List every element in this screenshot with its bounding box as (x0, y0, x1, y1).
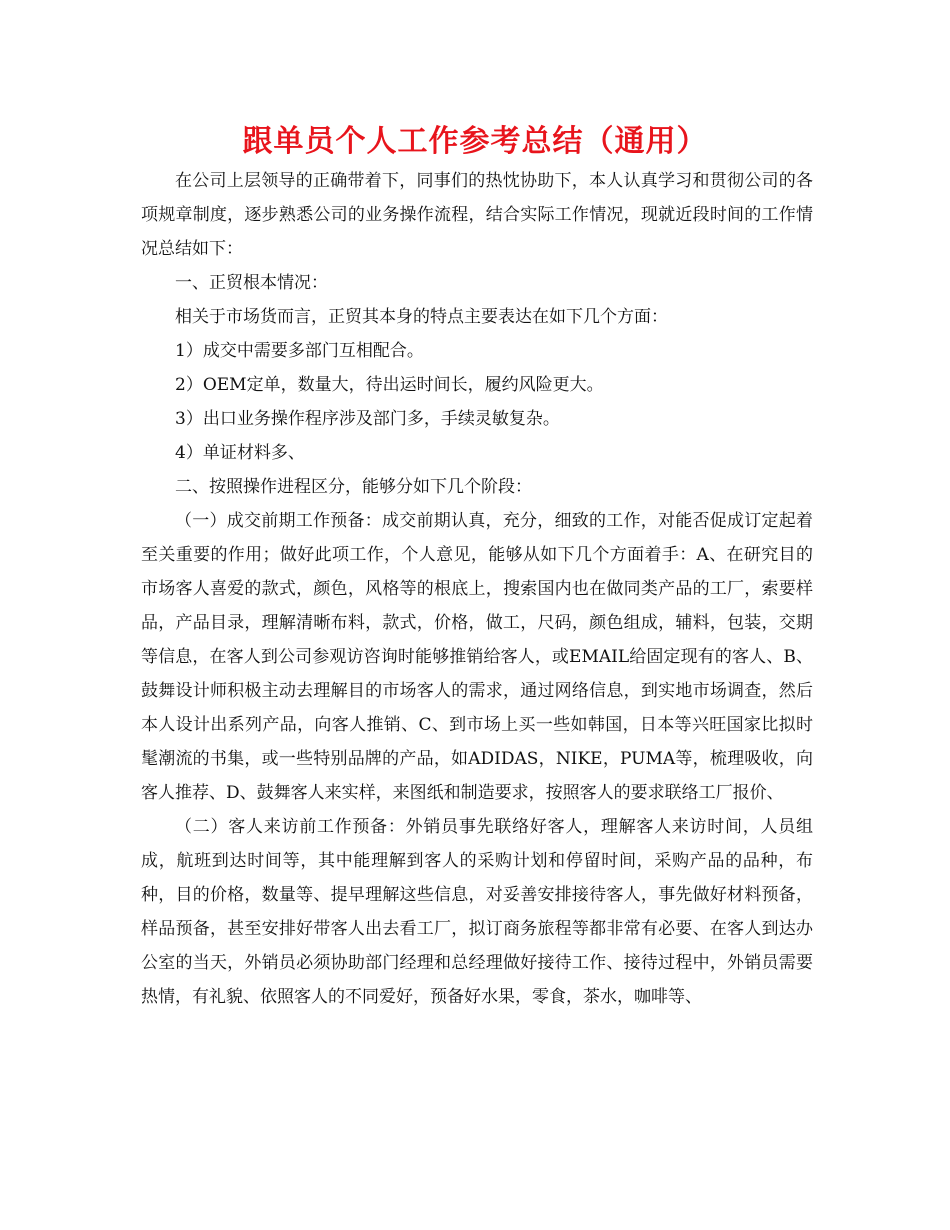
heading-section-1: 一、正贸根本情况： (175, 273, 328, 293)
heading-section-2: 二、按照操作进程区分，能够分如下几个阶段： (175, 477, 532, 497)
paragraph-intro: 在公司上层领导的正确带着下，同事们的热忱协助下，本人认真学习和贯彻公司的各项规章制度，逐步熟悉公司的业务操作流程，结合实际工作情况，现就近段时间的工作情况总结如下： (141, 171, 813, 259)
list-item-3: 3）出口业务操作程序涉及部门多，手续灵敏复杂。 (175, 409, 560, 429)
list-item-2: 2）OEM定单，数量大，待出运时间长，履约风险更大。 (175, 375, 604, 395)
paragraph-features-intro: 相关于市场货而言，正贸其本身的特点主要表达在如下几个方面： (175, 307, 668, 327)
paragraph-stage-2: （二）客人来访前工作预备：外销员事先联络好客人，理解客人来访时间，人员组成，航班到达时间等，其中能理解到客人的采购计划和停留时间，采购产品的品种，布种，目的价格，数量等、提早理解这些信息，对妥善安排接待客人，事先做好材料预备，样品预备，甚至安排好带客人出去看工厂，拟订商务旅程等都非常有必要、在客人到达办公室的当天，外销员必须协助部门经理和总经理做好接待工作、接待过程中，外销员需要热情，有礼貌、依照客人的不同爱好，预备好水果，零食，茶水，咖啡等、 (141, 817, 813, 1007)
paragraph-stage-1: （一）成交前期工作预备：成交前期认真，充分，细致的工作，对能否促成订定起着至关重要的作用；做好此项工作，个人意见，能够从如下几个方面着手：A、在研究目的市场客人喜爱的款式，颜色，风格等的根底上，搜索国内也在做同类产品的工厂，索要样品，产品目录，理解清晰布料，款式，价格，做工，尺码，颜色组成，辅料，包装，交期等信息，在客人到公司参观访咨询时能够推销给客人，或EMAIL给固定现有的客人、B、鼓舞设计师积极主动去理解目的市场客人的需求，通过网络信息，到实地市场调查，然后本人设计出系列产品，向客人推销、C、到市场上买一些如韩国，日本等兴旺国家比拟时髦潮流的书集，或一些特别品牌的产品，如ADIDAS，NIKE，PUMA等，梳理吸收，向客人推荐、D、鼓舞客人来实样，来图纸和制造要求，按照客人的要求联络工厂报价、 (141, 511, 813, 803)
document-title: 跟单员个人工作参考总结（通用） (242, 124, 708, 159)
document-body (141, 164, 813, 1014)
list-item-1: 1）成交中需要多部门互相配合。 (175, 341, 424, 361)
list-item-4: 4）单证材料多、 (175, 443, 305, 463)
